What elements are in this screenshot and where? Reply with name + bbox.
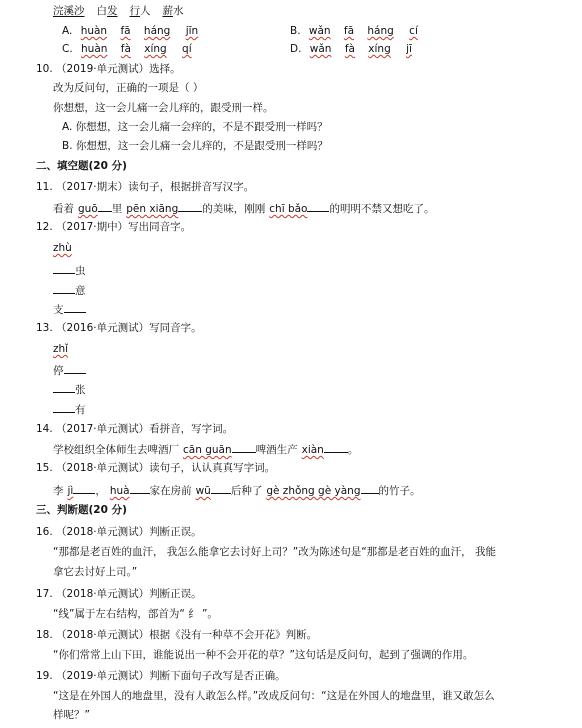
word-2-pre: 白: [96, 5, 107, 17]
q9-option-c[interactable]: [62, 42, 192, 56]
text: 的美味，刚刚: [202, 203, 266, 215]
q10-prompt: 改为反问句，正确的一项是（ ）: [53, 82, 204, 94]
text: 后种了: [230, 485, 263, 497]
q9-option-b[interactable]: [290, 24, 418, 38]
q15-heading: 15. （2018·单元测试）读句子，认认真真写字词。: [36, 462, 276, 474]
pinyin: fà: [344, 43, 355, 55]
word-3-post: 人: [140, 5, 151, 17]
answer-blank[interactable]: [130, 482, 150, 494]
q15-sentence: [53, 482, 421, 498]
pinyin: guō: [78, 203, 98, 215]
pinyin: wū: [195, 485, 211, 497]
answer-blank[interactable]: [98, 200, 112, 212]
text: 啤酒生产: [255, 444, 298, 456]
q19-line-1: “这是在外国人的地盘里，没有人敢怎么样。”改成反问句：“这是在外国人的地盘里，谁又敢怎么: [53, 690, 495, 702]
answer-blank[interactable]: [361, 482, 379, 494]
answer-blank[interactable]: [178, 200, 202, 212]
character: 意: [75, 285, 86, 297]
q18-line-1: “你们常常上山下田，谁能说出一种不会开花的草？”这句话是反问句，起到了强调的作用。: [53, 649, 474, 661]
q12-pinyin: zhù: [53, 242, 72, 254]
q16-line-1: “那都是老百姓的血汗， 我怎么能拿它去讨好上司？”改为陈述句是“那都是老百姓的血汗， 我能: [53, 546, 496, 558]
answer-blank[interactable]: [53, 262, 75, 274]
q10-heading: 10. （2019·单元测试）选择。: [36, 63, 181, 75]
q18-heading: 18. （2018·单元测试）根据《没有一种草不会开花》判断。: [36, 629, 318, 641]
text: 李: [53, 485, 64, 497]
pinyin: xíng: [144, 43, 167, 55]
q13-pinyin: zhǐ: [53, 343, 69, 355]
text: ，: [95, 485, 106, 497]
pinyin: fā: [120, 25, 131, 37]
pinyin: xiàn: [301, 444, 324, 456]
q11-heading: 11. （2017·期末）读句子，根据拼音写汉字。: [36, 181, 255, 193]
text: 。: [347, 444, 359, 456]
answer-blank[interactable]: [53, 282, 75, 294]
section-2-title: 二、填空题(20 分): [36, 160, 127, 172]
q10-option-b[interactable]: B. 你想想，这一会儿痛一会儿痒的，不是跟受刑一样吗？: [62, 140, 328, 152]
q11-sentence: [53, 200, 434, 216]
answer-blank[interactable]: [73, 482, 95, 494]
option-label: A.: [62, 25, 73, 37]
q10-option-a[interactable]: A. 你想想，这一会儿痛一会痒的，不是不跟受刑一样吗？: [62, 121, 328, 133]
word-4-post: 水: [173, 5, 184, 17]
word-4: 薪: [162, 5, 173, 17]
q17-heading: 17. （2018·单元测试）判断正误。: [36, 588, 202, 600]
q19-heading: 19. （2019·单元测试）判断下面句子改写是否正确。: [36, 670, 286, 682]
q12-item-1[interactable]: [53, 262, 86, 278]
character: 虫: [75, 265, 86, 277]
answer-blank[interactable]: [64, 301, 86, 313]
pinyin: huà: [109, 485, 130, 497]
q13-item-3[interactable]: [53, 401, 86, 417]
q12-item-2[interactable]: [53, 282, 86, 298]
q12-item-3[interactable]: [53, 301, 86, 317]
answer-blank[interactable]: [307, 200, 329, 212]
pinyin: háng: [367, 25, 394, 37]
pinyin: cí: [409, 25, 418, 37]
pinyin: xíng: [368, 43, 391, 55]
q13-heading: 13. （2016·单元测试）写同音字。: [36, 322, 202, 334]
pinyin: wǎn: [308, 25, 331, 37]
pinyin: fà: [120, 43, 131, 55]
q13-item-1[interactable]: [53, 362, 86, 378]
answer-blank[interactable]: [324, 441, 348, 453]
pinyin: jīn: [185, 25, 199, 37]
pinyin: qí: [182, 43, 192, 55]
text: 里: [111, 203, 123, 215]
answer-blank[interactable]: [64, 362, 86, 374]
q19-line-2: 样呢？”: [53, 709, 90, 721]
pinyin: cān guān: [183, 444, 232, 456]
section-3-title: 三、判断题(20 分): [36, 504, 127, 516]
text: 看着: [53, 203, 74, 215]
pinyin: jì: [67, 485, 74, 497]
q16-heading: 16. （2018·单元测试）判断正误。: [36, 526, 202, 538]
q9-option-a[interactable]: [62, 24, 198, 38]
pinyin: chī bǎo: [269, 203, 308, 215]
q13-item-2[interactable]: [53, 381, 86, 397]
text: 学校组织全体师生去啤酒厂: [53, 444, 179, 456]
character: 有: [75, 404, 86, 416]
answer-blank[interactable]: [211, 482, 231, 494]
option-label: D.: [290, 43, 302, 55]
pinyin: fā: [343, 25, 355, 37]
pinyin: pēn xiāng: [126, 203, 179, 215]
q9-words: [53, 4, 184, 18]
pinyin: gè zhǒng gè yàng: [266, 485, 361, 497]
word-2: 发: [107, 5, 118, 17]
answer-blank[interactable]: [53, 381, 75, 393]
q9-option-d[interactable]: [290, 42, 412, 56]
option-label: C.: [62, 43, 73, 55]
text: 的竹子。: [378, 485, 421, 497]
q16-line-2: 拿它去讨好上司。”: [53, 566, 138, 578]
character: 张: [75, 384, 86, 396]
pinyin: huàn: [80, 25, 108, 37]
q10-sentence: 你想想，这一会儿痛一会儿痒的，跟受刑一样。: [53, 102, 274, 114]
pinyin: jī: [406, 43, 412, 55]
q14-heading: 14. （2017·单元测试）看拼音，写字词。: [36, 423, 234, 435]
option-label: B.: [290, 25, 301, 37]
q14-sentence: [53, 441, 358, 457]
pinyin: wǎn: [309, 43, 332, 55]
text: 家在房前: [149, 485, 192, 497]
answer-blank[interactable]: [232, 441, 256, 453]
q12-heading: 12. （2017·期中）写出同音字。: [36, 221, 192, 233]
pinyin: huàn: [81, 43, 108, 55]
pinyin: háng: [143, 25, 171, 37]
character: 支: [53, 304, 64, 316]
word-1: 浣溪沙: [53, 5, 85, 17]
text: 的明明不禁又想吃了。: [329, 203, 435, 215]
q17-line-1: “线”属于左右结构，部首为“ 纟 ”。: [53, 608, 218, 620]
answer-blank[interactable]: [53, 401, 75, 413]
character: 停: [53, 365, 64, 377]
word-3: 行: [129, 5, 140, 17]
